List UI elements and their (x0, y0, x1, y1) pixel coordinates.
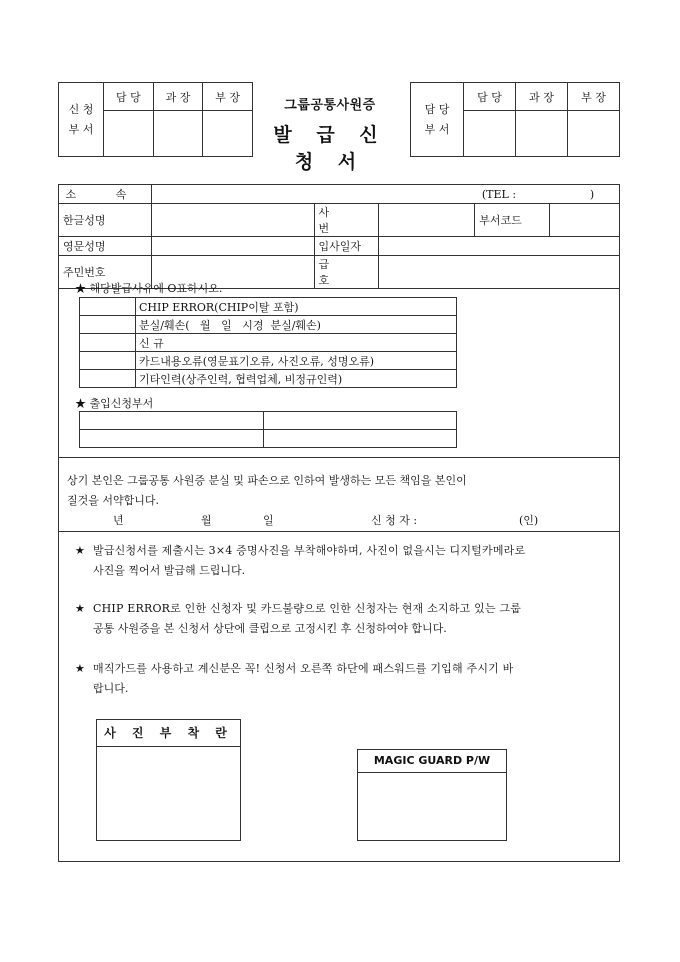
join-date-field[interactable] (379, 237, 620, 256)
pledge-day: 일 (263, 514, 274, 527)
note-item: ★ 매직가드를 사용하고 계신분은 꼭! 신청서 오른쪽 하단에 패스워드를 기입해 주시기 바 랍니다. (75, 662, 514, 695)
access-dept-cell[interactable] (80, 412, 264, 430)
access-dept-table (79, 411, 457, 448)
left-approval-sign-cell[interactable] (153, 111, 203, 157)
pledge-text: 상기 본인은 그룹공통 사원증 분실 및 파손으로 인하여 발생하는 모든 책임을 본인이 질것을 서약합니다. (67, 474, 467, 507)
photo-attach-box[interactable] (96, 719, 241, 841)
right-approval-sign-cell[interactable] (568, 111, 620, 157)
magic-guard-box[interactable] (357, 749, 507, 841)
employee-no-label: 사 번 (314, 204, 379, 237)
korean-name-field[interactable] (151, 204, 314, 237)
access-heading: ★ 출입신청부서 (75, 397, 154, 410)
reason-check-cell[interactable] (80, 334, 136, 352)
access-dept-cell[interactable] (80, 430, 264, 448)
dept-field[interactable] (151, 185, 619, 204)
section-divider (59, 457, 619, 458)
left-approval-header: 담 당 (104, 83, 154, 111)
grade-field[interactable] (379, 256, 620, 289)
resident-no-label: 주민번호 (59, 256, 152, 289)
left-approval-header: 부 장 (203, 83, 253, 111)
right-approval-sign-cell[interactable] (464, 111, 516, 157)
reason-table (79, 297, 457, 388)
reason-heading: ★ 해당발급사유에 O표하시오. (75, 282, 223, 295)
left-approval-table (58, 82, 253, 157)
reason-option: CHIP ERROR(CHIP이탈 포함) (136, 298, 457, 316)
note-item: ★ CHIP ERROR로 인한 신청자 및 카드불량으로 인한 신청자는 현재 소지하고 있는 그룹 공통 사원증을 본 신청서 상단에 클립으로 고정시킨 후 신청하여야 합니다. (75, 602, 522, 635)
form-main-title: 발 급 신 청 서 (273, 124, 387, 173)
note-item: ★ 발급신청서를 제출시는 3×4 증명사진을 부착해야하며, 사진이 없을시는 디지털카메라로 사진을 찍어서 발급해 드립니다. (75, 544, 526, 577)
reason-check-cell[interactable] (80, 316, 136, 334)
grade-label: 급 호 (314, 256, 379, 289)
reason-check-cell[interactable] (80, 370, 136, 388)
right-approval-table (410, 82, 620, 157)
photo-attach-label: 사 진 부 착 란 (96, 719, 241, 747)
form-body (58, 184, 620, 862)
right-approval-header: 담 당 (464, 83, 516, 111)
left-approval-header: 과 장 (153, 83, 203, 111)
section-divider (59, 531, 619, 532)
pledge-applicant-label: 신 청 자 : (371, 514, 418, 527)
reason-option: 분실/훼손( 월 일 시경 분실/훼손) (136, 316, 457, 334)
reason-option: 신 규 (136, 334, 457, 352)
reason-option: 기타인력(상주인력, 협력업체, 비정규인력) (136, 370, 457, 388)
access-dept-cell[interactable] (264, 430, 457, 448)
left-approval-side-label: 신 청 부 서 (59, 83, 104, 157)
english-name-field[interactable] (151, 237, 314, 256)
right-approval-sign-cell[interactable] (516, 111, 568, 157)
reason-check-cell[interactable] (80, 298, 136, 316)
right-approval-side-label: 담 당 부 서 (411, 83, 464, 157)
dept-code-label: 부서코드 (475, 204, 550, 237)
left-approval-sign-cell[interactable] (104, 111, 154, 157)
access-dept-cell[interactable] (264, 412, 457, 430)
right-approval-header: 부 장 (568, 83, 620, 111)
pledge-month: 월 (201, 514, 212, 527)
dept-code-field[interactable] (550, 204, 620, 237)
form-subtitle: 그룹공통사원증 (284, 98, 376, 113)
magic-guard-label: MAGIC GUARD P/W (357, 749, 507, 773)
reason-option: 카드내용오류(영문표기오류, 사진오류, 성명오류) (136, 352, 457, 370)
personal-info-table (58, 184, 620, 289)
employee-no-field[interactable] (379, 204, 475, 237)
left-approval-sign-cell[interactable] (203, 111, 253, 157)
pledge-seal: (인) (519, 514, 539, 527)
join-date-label: 입사일자 (314, 237, 379, 256)
tel-label: (TEL : (481, 188, 517, 201)
dept-label: 소 속 (59, 185, 152, 204)
form-title (255, 94, 405, 174)
english-name-label: 영문성명 (59, 237, 152, 256)
pledge-year: 년 (113, 514, 124, 527)
tel-close: ) (589, 188, 595, 201)
right-approval-header: 과 장 (516, 83, 568, 111)
reason-check-cell[interactable] (80, 352, 136, 370)
korean-name-label: 한글성명 (59, 204, 152, 237)
